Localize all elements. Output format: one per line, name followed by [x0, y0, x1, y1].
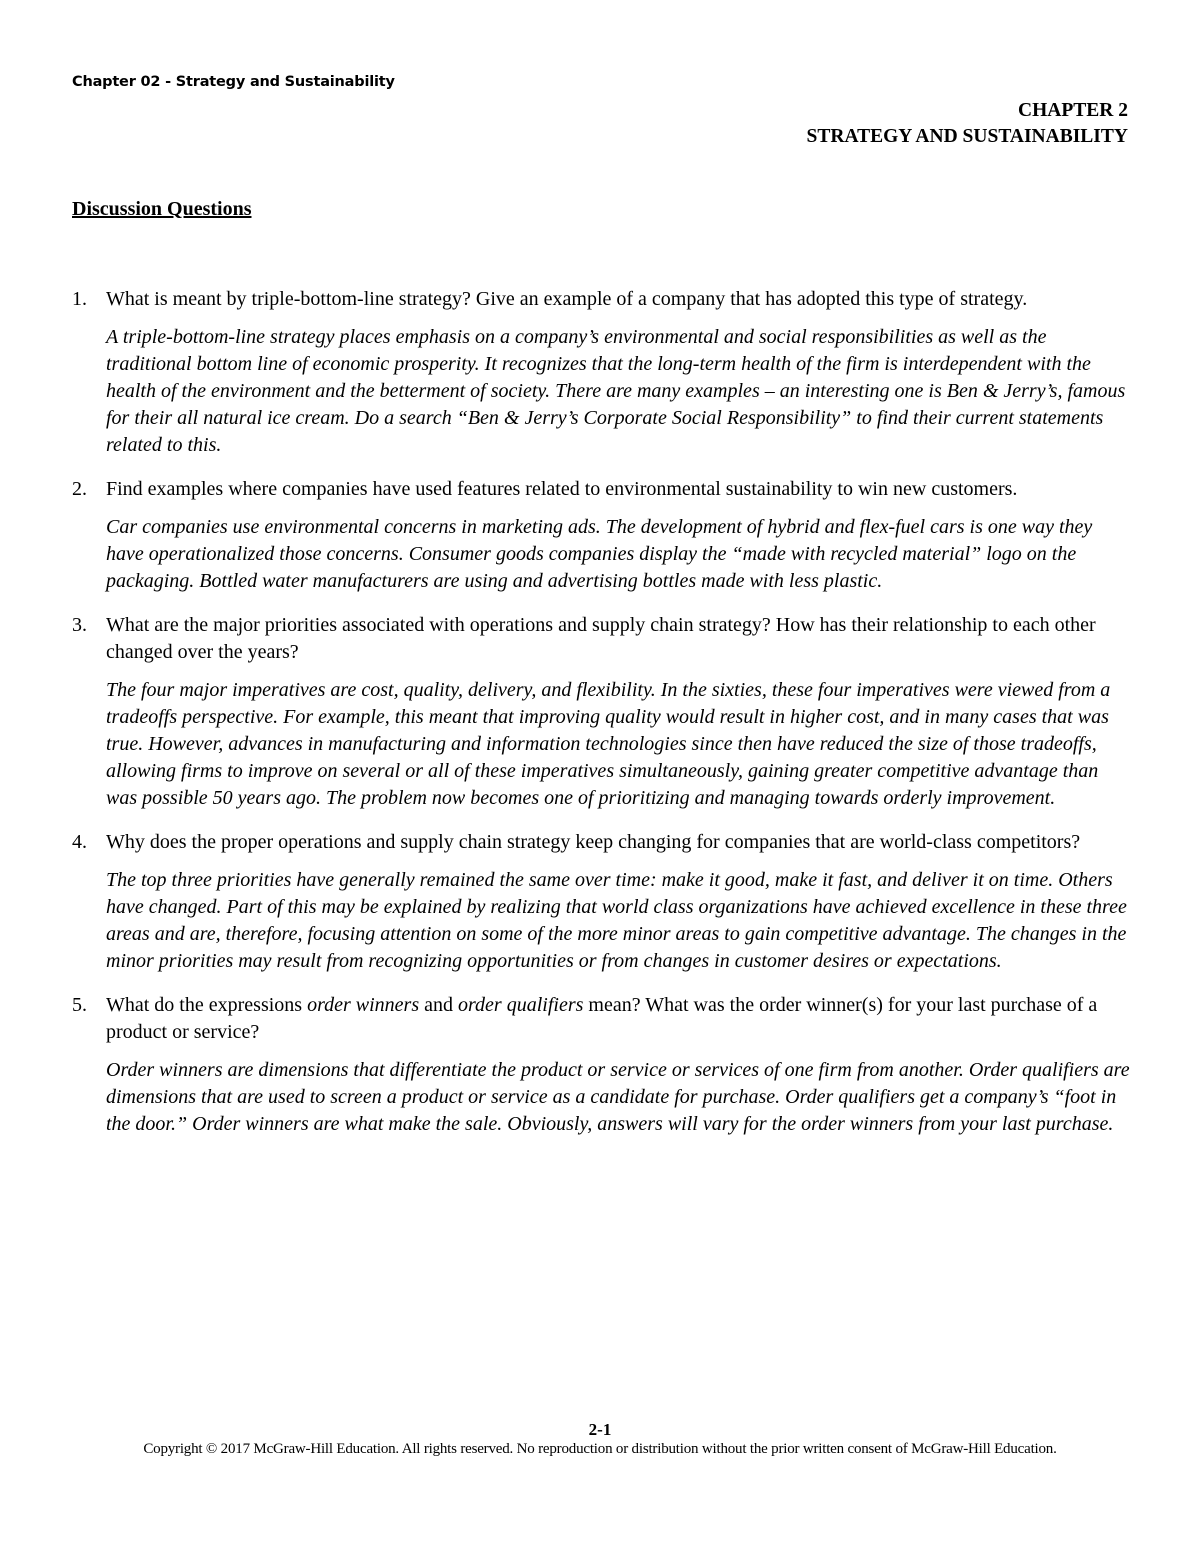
question-item — [72, 286, 1132, 459]
question-list — [72, 286, 1132, 1155]
chapter-number: CHAPTER 2 — [1018, 100, 1128, 121]
question-item — [72, 829, 1132, 975]
question-item — [72, 992, 1132, 1138]
question-text: What is meant by triple-bottom-line strategy? Give an example of a company that has adopted this type of strategy. — [106, 288, 1028, 310]
term-order-winners: order winners — [307, 994, 420, 1016]
answer-text: A triple-bottom-line strategy places emphasis on a company’s environmental and social responsibilities as well as the traditional bottom line of economic prosperity. It recognizes that the long-term health of the firm is interdependent with the health of the environment and the betterment of society. There are many examples – an interesting one is Ben & Jerry’s, famous for their all natural ice cream. Do a search “Ben & Jerry’s Corporate Social Responsibility” to find their current statements related to this. — [106, 326, 1126, 456]
question-number: 5. — [72, 994, 87, 1016]
copyright-notice: Copyright © 2017 McGraw-Hill Education. All rights reserved. No reproduction or distribution without the prior written consent of McGraw-Hill Education. — [143, 1441, 1057, 1457]
chapter-title: STRATEGY AND SUSTAINABILITY — [806, 126, 1128, 147]
question-text: What are the major priorities associated with operations and supply chain strategy? How has their relationship to each other changed over the years? — [106, 614, 1096, 663]
question-text-part: and — [419, 994, 459, 1016]
answer-text: Car companies use environmental concerns in marketing ads. The development of hybrid and flex-fuel cars is one way they have operationalized those concerns. Consumer goods companies display the “made with recycled material” logo on the packaging. Bottled water manufacturers are using and advertising bottles made with less plastic. — [106, 516, 1093, 592]
question-number: 2. — [72, 478, 87, 500]
question-number: 1. — [72, 288, 87, 310]
question-number: 4. — [72, 831, 87, 853]
answer-text: Order winners are dimensions that differentiate the product or service or services of one firm from another. Order qualifiers are dimensions that are used to screen a product or service as a candidate for purchase. Order qualifiers get a company’s “foot in the door.” Order winners are what make the sale. Obviously, answers will vary for the order winners from your last purchase. — [106, 1059, 1130, 1135]
question-text: Find examples where companies have used features related to environmental sustainability to win new customers. — [106, 478, 1018, 500]
chapter-title-block — [807, 98, 1128, 150]
question-item — [72, 476, 1132, 595]
question-number: 3. — [72, 614, 87, 636]
page-number: 2-1 — [588, 1420, 612, 1439]
running-header: Chapter 02 - Strategy and Sustainability — [72, 74, 395, 90]
question-text-part: mean? What was the order winner(s) for your last purchase of a product or service? — [106, 994, 1098, 1043]
question-item — [72, 612, 1132, 812]
page-footer — [72, 1420, 1128, 1458]
question-text-part: What do the expressions — [106, 994, 308, 1016]
term-order-qualifiers: order qualifiers — [458, 994, 584, 1016]
question-text: Why does the proper operations and supply chain strategy keep changing for companies that are world-class competitors? — [106, 831, 1081, 853]
question-text — [106, 992, 1132, 1046]
answer-text: The top three priorities have generally remained the same over time: make it good, make it fast, and deliver it on time. Others have changed. Part of this may be explained by realizing that world class organizations have achieved excellence in these three areas and are, therefore, focusing attention on some of the more minor areas to gain competitive advantage. The changes in the minor priorities may result from recognizing opportunities or from changes in customer desires or expectations. — [106, 869, 1127, 972]
answer-text: The four major imperatives are cost, quality, delivery, and flexibility. In the sixties, these four imperatives were viewed from a tradeoffs perspective. For example, this meant that improving quality would result in higher cost, and in many cases that was true. However, advances in manufacturing and information technologies since then have reduced the size of those tradeoffs, allowing firms to improve on several or all of these imperatives simultaneously, gaining greater competitive advantage than was possible 50 years ago. The problem now becomes one of prioritizing and managing towards orderly improvement. — [106, 679, 1111, 809]
section-heading: Discussion Questions — [72, 198, 252, 220]
